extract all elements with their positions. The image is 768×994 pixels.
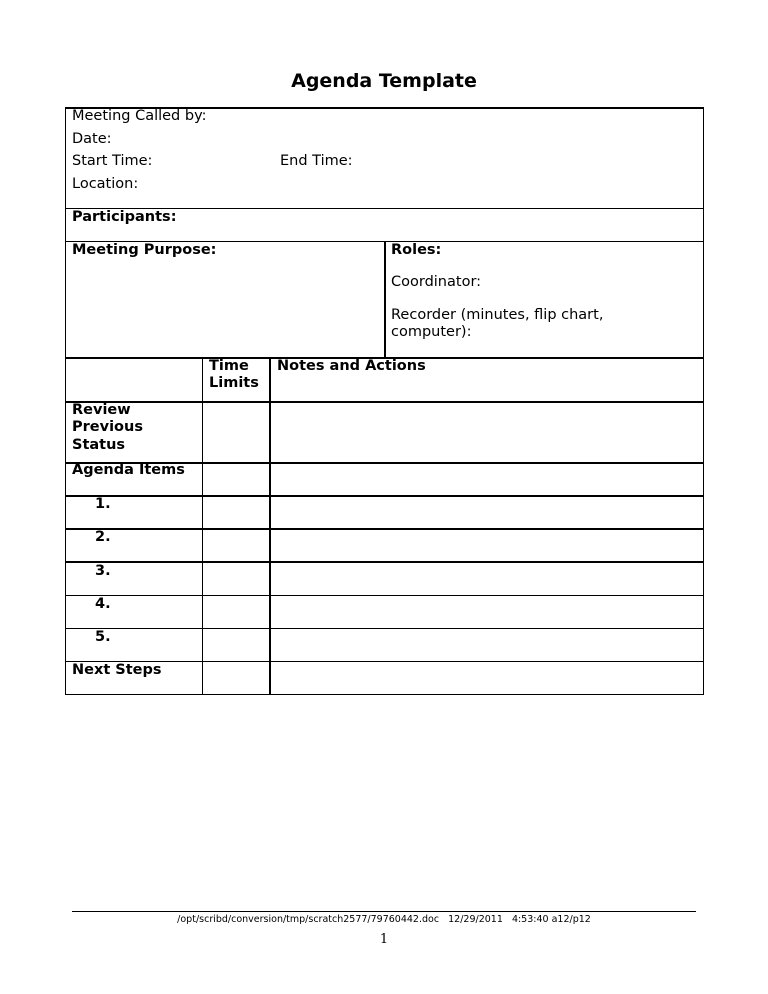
agenda-item-5: 5. (95, 629, 111, 645)
end-time-label: End Time: (280, 153, 353, 169)
time-limits-header-line2: Limits (209, 375, 259, 391)
page-number: 1 (379, 932, 389, 947)
footer-rule (72, 911, 696, 912)
time-limits-header-line1: Time (209, 358, 249, 374)
rule-bottom (65, 694, 704, 695)
agenda-form (65, 107, 704, 696)
rule-col-time (202, 357, 203, 695)
roles-heading: Roles: (391, 242, 442, 258)
recorder-label-line2: computer): (391, 324, 472, 340)
footer-file-path: /opt/scribd/conversion/tmp/scratch2577/79760442.doc 12/29/2011 4:53:40 a12/p12 (177, 914, 591, 925)
rule-roles-divider (384, 241, 386, 358)
rule-after-item-4 (65, 628, 704, 629)
start-time-label: Start Time: (72, 153, 153, 169)
rule-col-notes (269, 357, 271, 695)
rule-left (65, 107, 66, 695)
rule-after-item-2 (65, 561, 704, 563)
review-label-line2: Previous (72, 419, 143, 435)
next-steps-label: Next Steps (72, 662, 162, 678)
agenda-item-2: 2. (95, 529, 111, 545)
agenda-item-1: 1. (95, 496, 111, 512)
agenda-item-4: 4. (95, 596, 111, 612)
date-label: Date: (72, 131, 112, 147)
meeting-purpose-label: Meeting Purpose: (72, 242, 217, 258)
recorder-label-line1: Recorder (minutes, flip chart, (391, 307, 604, 323)
rule-right (703, 107, 704, 695)
review-label-line3: Status (72, 437, 126, 453)
agenda-item-3: 3. (95, 563, 111, 579)
review-label-line1: Review (72, 402, 131, 418)
participants-label: Participants: (72, 209, 177, 225)
location-label: Location: (72, 176, 139, 192)
rule-after-item-1 (65, 528, 704, 530)
rule-after-agenda-items (65, 495, 704, 497)
agenda-items-label: Agenda Items (72, 462, 185, 478)
page-title: Agenda Template (291, 70, 477, 92)
rule-after-col-headers (65, 401, 704, 403)
coordinator-label: Coordinator: (391, 274, 482, 290)
notes-actions-header: Notes and Actions (277, 358, 426, 374)
rule-after-item-3 (65, 595, 704, 596)
meeting-called-by-label: Meeting Called by: (72, 108, 207, 124)
